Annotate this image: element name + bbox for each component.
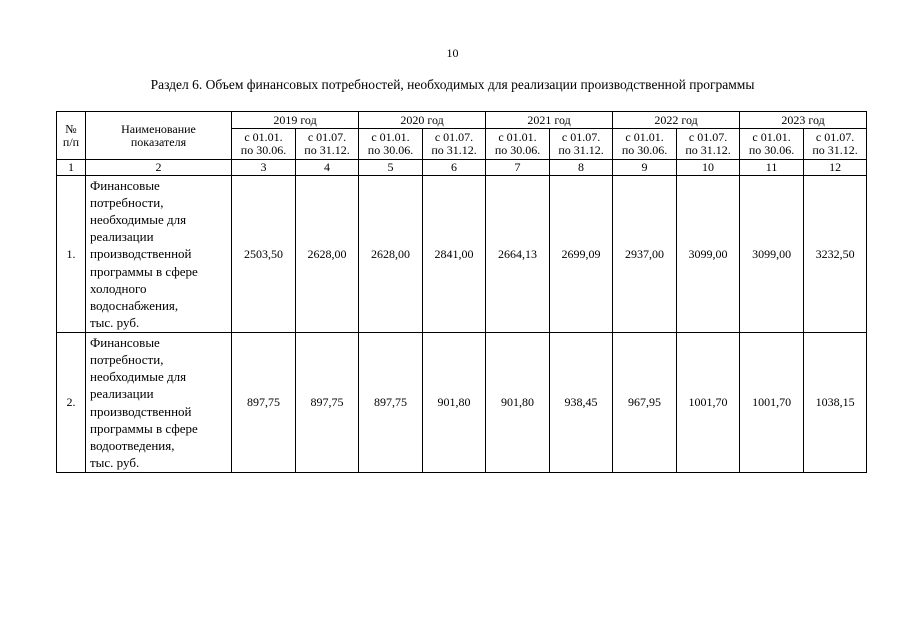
row-name-line: водоотведения, — [90, 437, 175, 453]
period-from: с 01.07. — [561, 130, 601, 144]
value-cell: 897,75 — [232, 333, 296, 473]
row-name-line: потребности, — [90, 351, 164, 367]
row-name-line: потребности, — [90, 194, 164, 210]
period-header — [296, 129, 359, 160]
column-number: 7 — [486, 160, 550, 176]
row-name — [86, 176, 232, 333]
year-header-row — [57, 112, 867, 129]
period-to: по 30.06. — [748, 143, 795, 157]
year-header: 2022 год — [613, 112, 740, 129]
period-header — [550, 129, 613, 160]
value-cell: 3099,00 — [677, 176, 740, 333]
row-name-line: реализации — [90, 229, 154, 245]
period-header — [423, 129, 486, 160]
period-header — [677, 129, 740, 160]
period-from: с 01.07. — [434, 130, 474, 144]
period-to: по 31.12. — [685, 143, 731, 157]
period-header — [804, 129, 867, 160]
value-cell: 897,75 — [296, 333, 359, 473]
value-cell: 1001,70 — [677, 333, 740, 473]
value-cell: 901,80 — [423, 333, 486, 473]
col-num-header-line: № — [65, 121, 77, 136]
table-row — [57, 333, 867, 473]
col-name-header-line: показателя — [130, 134, 187, 149]
value-cell: 2664,13 — [486, 176, 550, 333]
year-header: 2023 год — [740, 112, 867, 129]
period-header — [613, 129, 677, 160]
financial-needs-table — [56, 111, 867, 473]
period-from: с 01.01. — [371, 130, 410, 144]
period-header — [486, 129, 550, 160]
column-number: 5 — [359, 160, 423, 176]
period-to: по 30.06. — [621, 143, 668, 157]
period-to: по 31.12. — [431, 143, 477, 157]
value-cell: 901,80 — [486, 333, 550, 473]
row-name-line: тыс. руб. — [90, 455, 140, 471]
value-cell: 2699,09 — [550, 176, 613, 333]
value-cell: 2628,00 — [296, 176, 359, 333]
section-title: Раздел 6. Объем финансовых потребностей, необходимых для реализации производственной программы — [150, 77, 755, 92]
row-name-line: необходимые для — [90, 211, 187, 227]
column-number: 2 — [86, 160, 232, 176]
value-cell: 938,45 — [550, 333, 613, 473]
value-cell: 2503,50 — [232, 176, 296, 333]
period-to: по 31.12. — [558, 143, 604, 157]
row-name-line: производственной — [90, 246, 192, 262]
period-from: с 01.01. — [244, 130, 283, 144]
period-header — [232, 129, 296, 160]
period-to: по 31.12. — [812, 143, 858, 157]
value-cell: 2937,00 — [613, 176, 677, 333]
page-number: 10 — [446, 46, 459, 60]
value-cell: 897,75 — [359, 333, 423, 473]
row-name-line: необходимые для — [90, 369, 187, 385]
year-header: 2021 год — [486, 112, 613, 129]
column-number: 11 — [740, 160, 804, 176]
value-cell: 967,95 — [613, 333, 677, 473]
row-number: 1. — [57, 176, 86, 333]
value-cell: 3232,50 — [804, 176, 867, 333]
column-number: 3 — [232, 160, 296, 176]
period-from: с 01.07. — [688, 130, 728, 144]
row-name-line: производственной — [90, 403, 192, 419]
period-to: по 30.06. — [240, 143, 287, 157]
row-name-line: Финансовые — [90, 177, 160, 193]
col-name-header — [86, 112, 232, 160]
period-from: с 01.01. — [625, 130, 664, 144]
year-header: 2019 год — [232, 112, 359, 129]
column-numbering-row — [57, 160, 867, 176]
col-num-header — [57, 112, 86, 160]
value-cell: 2628,00 — [359, 176, 423, 333]
row-name-line: программы в сфере — [90, 263, 198, 279]
row-name-line: реализации — [90, 386, 154, 402]
table-row — [57, 176, 867, 333]
period-to: по 31.12. — [304, 143, 350, 157]
period-from: с 01.01. — [498, 130, 537, 144]
column-number: 1 — [57, 160, 86, 176]
row-name-line: водоснабжения, — [90, 298, 179, 313]
col-name-header-line: Наименование — [121, 121, 196, 136]
row-name-line: Финансовые — [90, 334, 160, 350]
value-cell: 3099,00 — [740, 176, 804, 333]
column-number: 12 — [804, 160, 867, 176]
year-header: 2020 год — [359, 112, 486, 129]
value-cell: 2841,00 — [423, 176, 486, 333]
column-number: 6 — [423, 160, 486, 176]
column-number: 4 — [296, 160, 359, 176]
period-from: с 01.07. — [815, 130, 855, 144]
period-from: с 01.07. — [307, 130, 347, 144]
value-cell: 1038,15 — [804, 333, 867, 473]
col-num-header-line: п/п — [62, 134, 80, 149]
period-from: с 01.01. — [752, 130, 791, 144]
row-name-line: программы в сфере — [90, 420, 198, 436]
row-number: 2. — [57, 333, 86, 473]
period-to: по 30.06. — [494, 143, 541, 157]
row-name-line: холодного — [90, 280, 147, 296]
row-name-line: тыс. руб. — [90, 315, 140, 331]
column-number: 10 — [677, 160, 740, 176]
period-header — [359, 129, 423, 160]
column-number: 9 — [613, 160, 677, 176]
column-number: 8 — [550, 160, 613, 176]
row-name — [86, 333, 232, 473]
period-header — [740, 129, 804, 160]
period-to: по 30.06. — [367, 143, 414, 157]
value-cell: 1001,70 — [740, 333, 804, 473]
